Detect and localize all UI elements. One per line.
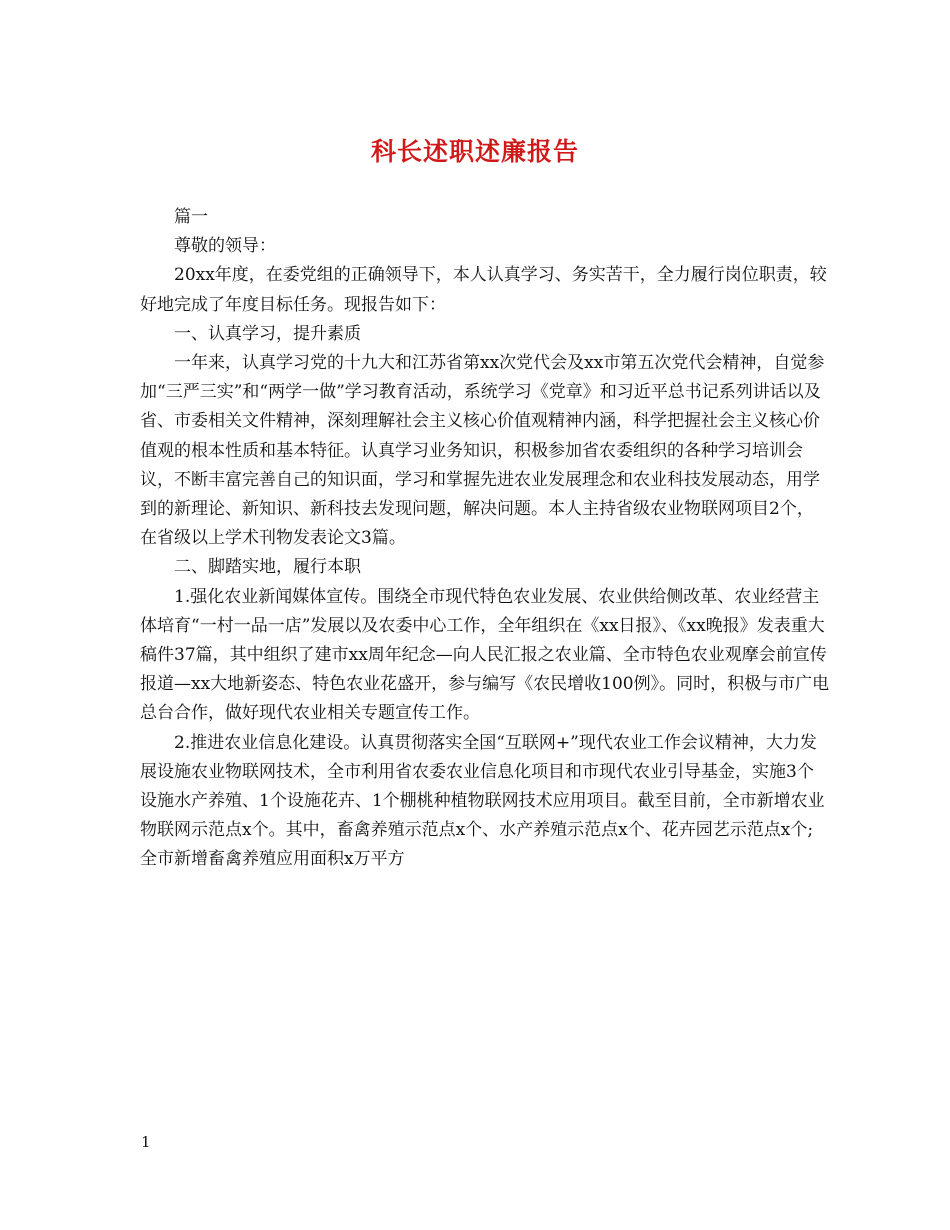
paragraph-section-label: 篇一 [174, 207, 208, 227]
paragraph-media: 1.强化农业新闻媒体宣传。围绕全市现代特色农业发展、农业供给侧改革、农业经营主体培育“一村一品一店”发展以及农委中心工作，全年组织在《xx日报》、《xx晚报》发表重大稿件37篇，其中组织了建市xx周年纪念—向人民汇报之农业篇、全市特色农业观摩会前宣传报道—xx大地新姿态、特色农业花盛开，参与编写《农民增收100例》。同时，积极与市广电总台合作，做好现代农业相关专题宣传工作。 [140, 586, 830, 724]
paragraph-study: 一年来，认真学习党的十九大和江苏省第xx次党代会及xx市第五次党代会精神，自觉参加“三严三实”和“两学一做”学习教育活动，系统学习《党章》和习近平总书记系列讲话以及省、市委相关文件精神，深刻理解社会主义核心价值观精神内涵，科学把握社会主义核心价值观的根本性质和基本特征。认真学习业务知识，积极参加省农委组织的各种学习培训会议，不断丰富完善自己的知识面，学习和掌握先进农业发展理念和农业科技发展动态，用学到的新理论、新知识、新科技去发现问题，解决问题。本人主持省级农业物联网项目2个，在省级以上学术刊物发表论文3篇。 [140, 353, 825, 549]
heading-section-2: 二、脚踏实地，履行本职 [174, 557, 361, 578]
page-number: 1 [141, 1133, 151, 1151]
document-body [140, 203, 830, 875]
paragraph-intro: 20xx年度，在委党组的正确领导下，本人认真学习、务实苦干，全力履行岗位职责，较好地完成了年度目标任务。现报告如下： [140, 265, 827, 315]
paragraph-informatization: 2.推进农业信息化建设。认真贯彻落实全国“互联网+”现代农业工作会议精神，大力发展设施农业物联网技术，全市利用省农委农业信息化项目和市现代农业引导基金，实施3个设施水产养殖、1个设施花卉、1个棚桃种植物联网技术应用项目。截至目前，全市新增农业物联网示范点x个。其中，畜禽养殖示范点x个、水产养殖示范点x个、花卉园艺示范点x个;全市新增畜禽养殖应用面积x万平方 [140, 732, 825, 870]
paragraph-salutation: 尊敬的领导： [174, 236, 276, 257]
heading-section-1: 一、认真学习，提升素质 [174, 323, 361, 344]
document-title: 科长述职述廉报告 [370, 137, 579, 166]
